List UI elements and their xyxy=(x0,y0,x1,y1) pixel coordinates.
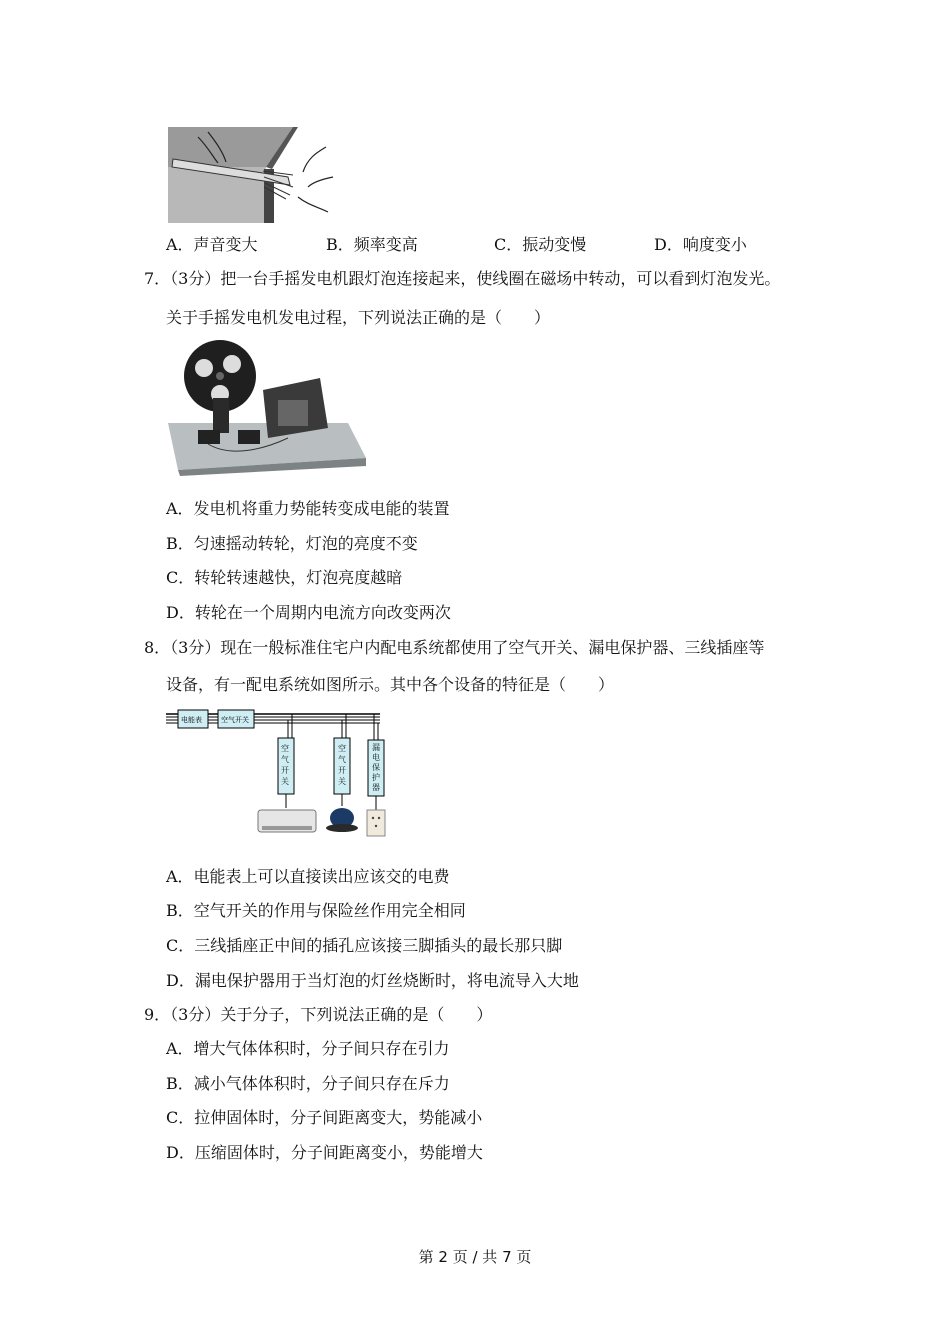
q6-option-d[interactable]: D．响度变小 xyxy=(654,235,747,254)
q8-option-b[interactable]: B．空气开关的作用与保险丝作用完全相同 xyxy=(166,901,466,920)
distribution-circuit-diagram xyxy=(166,706,390,838)
q9-option-b[interactable]: B．减小气体体积时，分子间只存在斥力 xyxy=(166,1074,450,1093)
q7-option-c[interactable]: C．转轮转速越快，灯泡亮度越暗 xyxy=(166,568,403,587)
leakage-protector-label: 漏电保护器 xyxy=(372,743,380,792)
q6-option-b[interactable]: B．频率变高 xyxy=(326,235,418,254)
q7-option-d[interactable]: D．转轮在一个周期内电流方向改变两次 xyxy=(166,603,451,622)
branch-switch-2-label: 空气开关 xyxy=(338,744,346,786)
q9-option-d[interactable]: D．压缩固体时，分子间距离变小，势能增大 xyxy=(166,1143,483,1162)
q6-option-a[interactable]: A．声音变大 xyxy=(166,235,258,254)
q8-option-a[interactable]: A．电能表上可以直接读出应该交的电费 xyxy=(166,867,450,886)
meter-label: 电能表 xyxy=(181,716,202,724)
branch-switch-1-label: 空气开关 xyxy=(281,744,289,786)
main-switch-label: 空气开关 xyxy=(221,716,249,724)
q9-option-a[interactable]: A．增大气体体积时，分子间只存在引力 xyxy=(166,1039,450,1058)
q7-option-b[interactable]: B．匀速摇动转轮，灯泡的亮度不变 xyxy=(166,534,418,553)
q9-stem: 9．（3分）关于分子，下列说法正确的是（ ） xyxy=(144,1005,493,1024)
q9-option-c[interactable]: C．拉伸固体时，分子间距离变大，势能减小 xyxy=(166,1108,483,1127)
q6-option-c[interactable]: C．振动变慢 xyxy=(494,235,587,254)
generator-figure xyxy=(168,338,366,476)
q8-option-d[interactable]: D．漏电保护器用于当灯泡的灯丝烧断时，将电流导入大地 xyxy=(166,971,579,990)
ruler-vibration-figure xyxy=(168,127,340,223)
q8-option-c[interactable]: C．三线插座正中间的插孔应该接三脚插头的最长那只脚 xyxy=(166,936,563,955)
q7-option-a[interactable]: A．发电机将重力势能转变成电能的装置 xyxy=(166,499,450,518)
q7-stem-line2: 关于手摇发电机发电过程，下列说法正确的是（ ） xyxy=(166,308,551,327)
page-number: 第 2 页 / 共 7 页 xyxy=(418,1248,532,1266)
q6-options xyxy=(0,235,950,255)
q8-stem-line2: 设备，有一配电系统如图所示。其中各个设备的特征是（ ） xyxy=(166,675,615,694)
q7-stem-line1: 7．（3分）把一台手摇发电机跟灯泡连接起来，使线圈在磁场中转动，可以看到灯泡发光。 xyxy=(144,269,781,288)
q8-stem-line1: 8．（3分）现在一般标准住宅户内配电系统都使用了空气开关、漏电保护器、三线插座等 xyxy=(144,638,765,657)
